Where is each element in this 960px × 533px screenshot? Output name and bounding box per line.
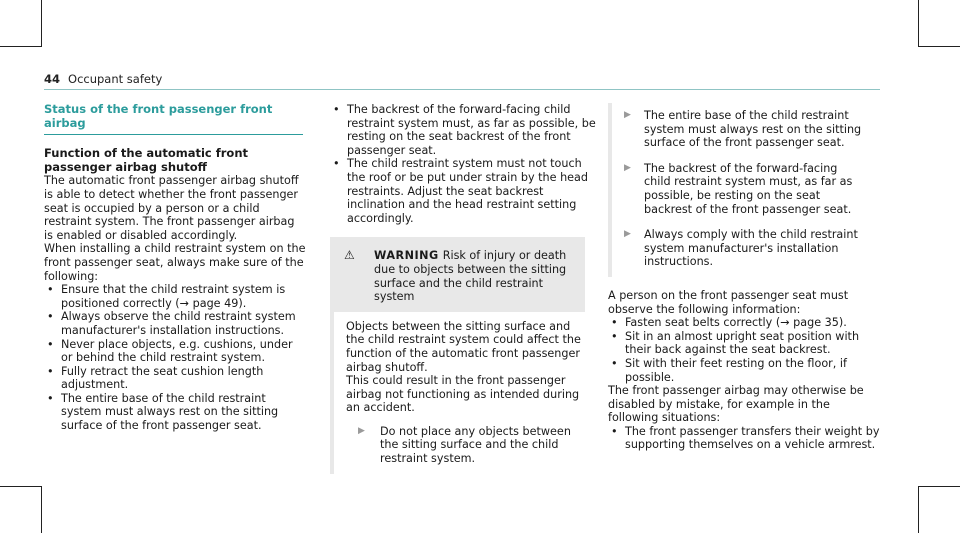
list-item: • The entire base of the child restraint system must always rest on the sitting surface of the front passenger seat. bbox=[44, 392, 306, 433]
bullet-list bbox=[330, 103, 598, 225]
warning-header bbox=[330, 237, 585, 311]
crop-mark bbox=[918, 0, 919, 47]
list-item: • The child restraint system must not touch the roof or be put under strain by the head restraints. Adjust the seat backrest inclination and the head restraint setting accordingly. bbox=[330, 157, 598, 225]
paragraph: When installing a child restraint system on the front passenger seat, always make sure of the following: bbox=[44, 242, 306, 283]
warning-continued-box bbox=[608, 103, 866, 277]
warning-label: WARNING bbox=[374, 249, 439, 263]
list-item: • Sit with their feet resting on the floor, if possible. bbox=[608, 357, 880, 384]
warning-box bbox=[330, 237, 585, 473]
warning-icon: ⚠ bbox=[344, 248, 355, 263]
arrow-right-icon: ▶ bbox=[624, 162, 631, 173]
instruction-step bbox=[612, 162, 866, 216]
subheading: Function of the automatic front passenger airbag shutoff bbox=[44, 146, 249, 174]
step-text: Always comply with the child restraint system manufacturer's installation instructions. bbox=[644, 228, 858, 269]
crop-mark bbox=[918, 46, 960, 47]
list-item: • Fasten seat belts correctly (→ page 35). bbox=[608, 316, 880, 330]
crop-mark bbox=[41, 486, 42, 533]
column-3 bbox=[608, 103, 880, 452]
crop-mark bbox=[0, 46, 42, 47]
column-2 bbox=[330, 103, 598, 474]
step-text: The entire base of the child restraint system must always rest on the sitting surface of the front passenger seat. bbox=[644, 109, 862, 150]
crop-mark bbox=[0, 486, 42, 487]
bullet-list bbox=[44, 283, 306, 433]
arrow-right-icon: ▶ bbox=[358, 425, 365, 436]
column-1 bbox=[44, 103, 306, 433]
instruction-step bbox=[612, 109, 866, 150]
crop-mark bbox=[918, 486, 919, 533]
arrow-right-icon: ▶ bbox=[624, 229, 631, 240]
list-item: • Always observe the child restraint system manufacturer's installation instructions. bbox=[44, 310, 306, 337]
paragraph: The front passenger airbag may otherwise be disabled by mistake, for example in the following situations: bbox=[608, 384, 864, 425]
list-item: • Fully retract the seat cushion length adjustment. bbox=[44, 365, 306, 392]
paragraph: Objects between the sitting surface and the child restraint system could affect the function of the automatic front passenger airbag shutoff. bbox=[346, 319, 581, 374]
list-item: • Never place objects, e.g. cushions, under or behind the child restraint system. bbox=[44, 338, 306, 365]
paragraph: A person on the front passenger seat must observe the following information: bbox=[608, 288, 849, 316]
instruction-step bbox=[346, 425, 585, 466]
step-text: The backrest of the forward-facing child restraint system must, as far as possible, be resting on the seat backrest of the front passenger seat. bbox=[644, 161, 853, 216]
warning-body bbox=[330, 312, 585, 474]
list-item: • The front passenger transfers their weight by supporting themselves on a vehicle armrest. bbox=[608, 425, 880, 452]
step-text: Do not place any objects between the sitting surface and the child restraint system. bbox=[380, 424, 571, 466]
list-item: • The backrest of the forward-facing child restraint system must, as far as possible, be resting on the seat backrest of the front passenger seat. bbox=[330, 103, 598, 157]
warning-headline: Risk of injury or death due to objects between the sitting surface and the child restraint system bbox=[374, 249, 567, 304]
list-item: • Ensure that the child restraint system is positioned correctly (→ page 49). bbox=[44, 283, 306, 310]
crop-mark bbox=[918, 486, 960, 487]
bullet-list bbox=[608, 425, 880, 452]
page-number: 44 bbox=[44, 72, 61, 86]
header-rule bbox=[44, 89, 880, 90]
page-header bbox=[44, 72, 162, 86]
list-item: • Sit in an almost upright seat position with their back against the seat backrest. bbox=[608, 330, 880, 357]
crop-mark bbox=[41, 0, 42, 47]
section-title: Status of the front passenger front airbag bbox=[44, 103, 303, 135]
section-name: Occupant safety bbox=[68, 72, 163, 86]
arrow-right-icon: ▶ bbox=[624, 110, 631, 120]
paragraph: This could result in the front passenger airbag not functioning as intended during an accident. bbox=[346, 374, 580, 415]
instruction-step bbox=[612, 228, 866, 269]
bullet-list bbox=[608, 316, 880, 384]
paragraph: The automatic front passenger airbag shutoff is able to detect whether the front passenger seat is occupied by a person or a child restraint system. The front passenger airbag is enabled or disabled accordingly. bbox=[44, 174, 299, 242]
